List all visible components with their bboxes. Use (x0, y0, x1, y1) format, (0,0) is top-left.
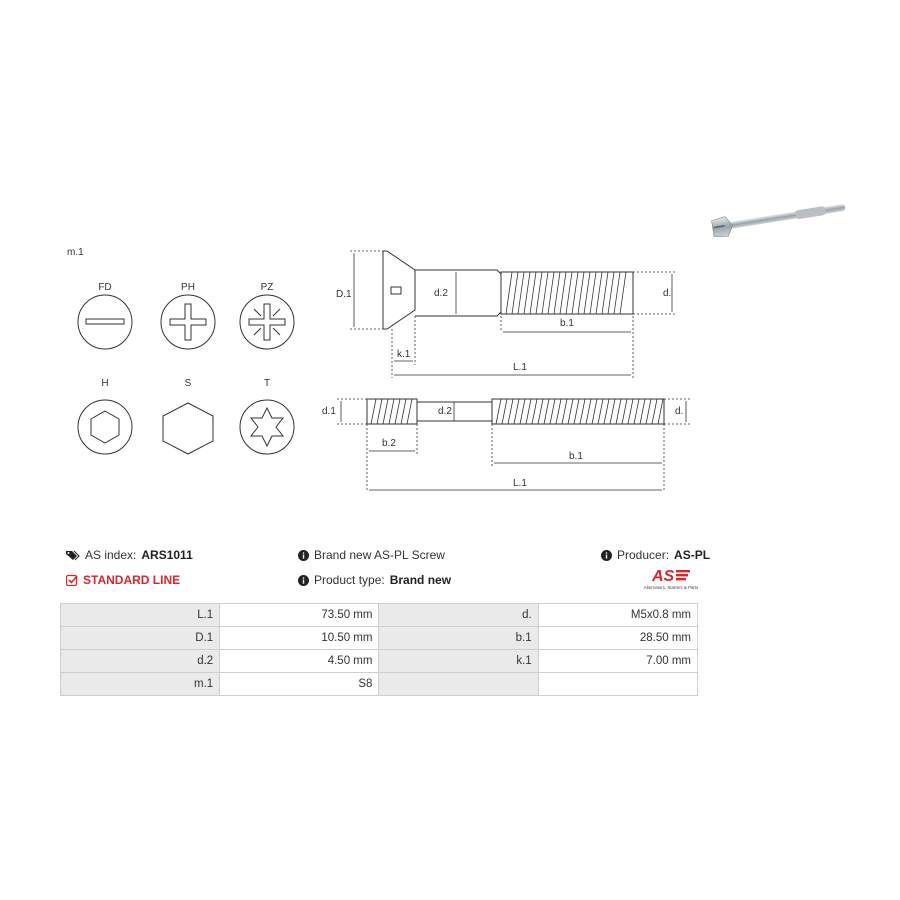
svg-text:D.1: D.1 (336, 289, 352, 300)
producer-value: AS-PL (674, 548, 711, 562)
table-row (61, 650, 698, 673)
drive-pz-icon (240, 282, 294, 349)
svg-text:T: T (263, 378, 271, 389)
spec-value: 10.50 mm (220, 627, 379, 650)
spec-key: k.1 (379, 650, 538, 673)
description-text: Brand new AS-PL Screw (314, 548, 445, 562)
product-description (298, 548, 445, 562)
spec-value: 73.50 mm (220, 604, 379, 627)
svg-text:b.1: b.1 (569, 451, 583, 462)
spec-key: d.2 (61, 650, 220, 673)
svg-text:PH: PH (181, 282, 195, 293)
svg-text:d.2: d.2 (438, 406, 452, 417)
spec-key: m.1 (61, 673, 220, 696)
producer (601, 548, 710, 562)
spec-value: 4.50 mm (220, 650, 379, 673)
specs-table (60, 603, 698, 696)
as-index-value: ARS1011 (141, 548, 193, 562)
drive-h-icon (78, 378, 132, 454)
spec-value: 28.50 mm (538, 627, 697, 650)
m1-label: m.1 (67, 247, 84, 258)
as-pl-logo (634, 566, 704, 592)
spec-key (379, 673, 538, 696)
svg-text:b.2: b.2 (382, 438, 396, 449)
product-photo (710, 188, 850, 248)
spec-key: b.1 (379, 627, 538, 650)
spec-value (538, 673, 697, 696)
tags-icon (66, 550, 80, 561)
info-icon (298, 575, 309, 586)
svg-text:b.1: b.1 (560, 318, 574, 329)
table-row (61, 627, 698, 650)
spec-key: d. (379, 604, 538, 627)
as-index-label: AS index: (85, 548, 137, 562)
technical-drawing (60, 240, 700, 510)
table-row (61, 673, 698, 696)
spec-value: M5x0.8 mm (538, 604, 697, 627)
svg-text:k.1: k.1 (397, 349, 411, 360)
info-icon (601, 550, 612, 561)
producer-label: Producer: (617, 548, 670, 562)
screw-side-view (383, 251, 633, 329)
svg-text:d.2: d.2 (434, 288, 448, 299)
svg-text:d.1: d.1 (322, 406, 336, 417)
drive-ph-icon (161, 282, 215, 349)
standard-line (66, 573, 180, 587)
svg-text:Alternators, Starters & Parts: Alternators, Starters & Parts (643, 585, 699, 590)
product-type-label: Product type: (314, 573, 385, 587)
spec-value: S8 (220, 673, 379, 696)
svg-text:L.1: L.1 (513, 478, 527, 489)
svg-text:AS: AS (652, 568, 675, 585)
spec-key: L.1 (61, 604, 220, 627)
stud-view (367, 399, 664, 424)
svg-text:PZ: PZ (260, 282, 274, 293)
check-square-icon (66, 574, 78, 586)
product-type-value: Brand new (389, 573, 452, 587)
svg-text:FD: FD (98, 282, 112, 293)
standard-line-label: STANDARD LINE (83, 573, 181, 587)
spec-key: D.1 (61, 627, 220, 650)
drive-s-icon (163, 378, 213, 454)
svg-text:H: H (101, 378, 109, 389)
drive-t-icon (240, 378, 294, 454)
svg-text:L.1: L.1 (513, 362, 527, 373)
drive-fd-icon (78, 282, 132, 349)
info-icon (298, 550, 309, 561)
svg-text:d.: d. (675, 406, 684, 417)
product-type (298, 573, 451, 587)
spec-value: 7.00 mm (538, 650, 697, 673)
svg-text:d.: d. (663, 288, 672, 299)
svg-text:S: S (184, 378, 192, 389)
as-index (66, 548, 193, 562)
table-row (61, 604, 698, 627)
